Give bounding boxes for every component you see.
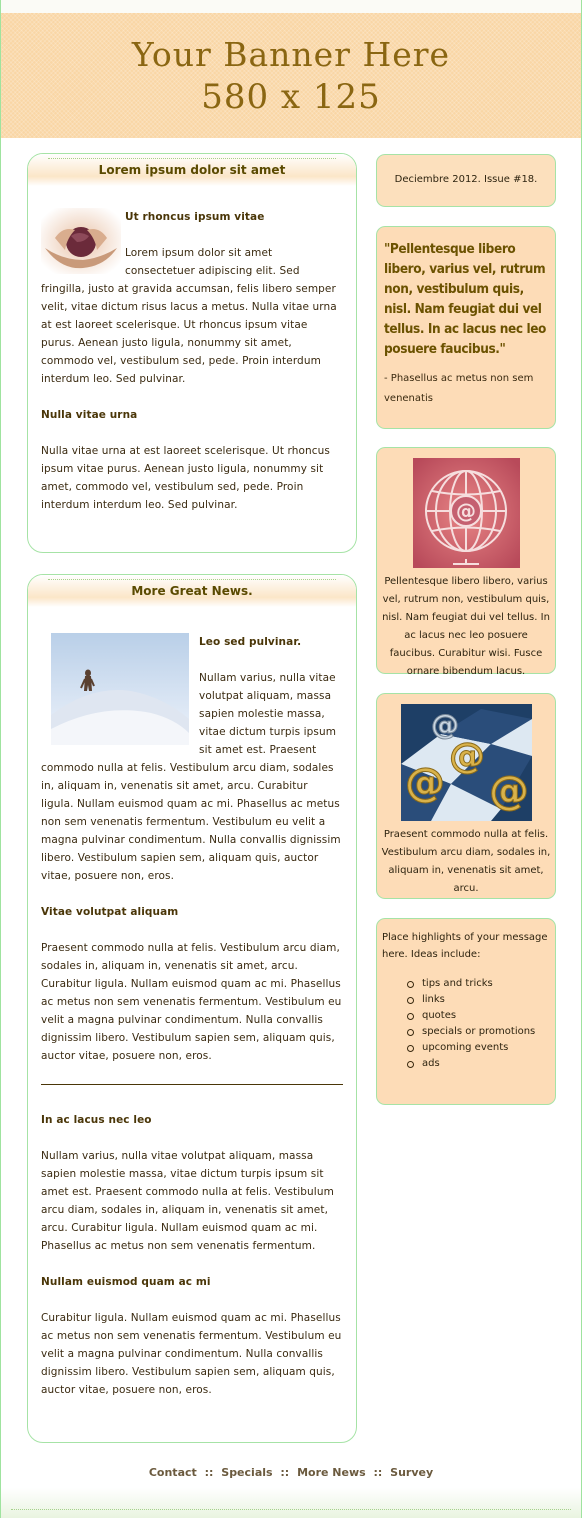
article-2-body	[28, 607, 356, 1399]
highlight-item: ads	[407, 1056, 555, 1072]
article-1-subheading: Ut rhoncus ipsum vitae	[125, 211, 265, 223]
footer-separator: ::	[280, 1466, 290, 1479]
highlights-intro: Place highlights of your message here. Ideas include:	[382, 932, 548, 960]
article-1-paragraph-2: Nulla vitae urna at est laoreet scelerisque. Ut rhoncus ipsum vitae purus. Aenean justo ligula, nonummy sit amet, commodo vel, vestibulum sed, pede. Proin interdum interdum leo. Sed pulvinar.	[41, 445, 330, 511]
svg-text:@: @	[430, 708, 459, 741]
svg-text:@: @	[448, 736, 485, 777]
article-1-subheading-2: Nulla vitae urna	[41, 409, 138, 421]
image-2-caption: Praesent commodo nulla at felis. Vestibulum arcu diam, sodales in, aliquam in, venenatis sit amet, arcu.	[381, 829, 551, 894]
banner-title: Your Banner Here	[131, 35, 451, 74]
chess-at-signs-icon	[401, 704, 532, 821]
issue-box	[376, 154, 556, 207]
article-2-subheading-3: In ac lacus nec leo	[41, 1114, 152, 1126]
footer-separator: ::	[373, 1466, 383, 1479]
svg-text:@: @	[455, 499, 476, 523]
globe-at-sign-icon	[413, 458, 520, 568]
quote-box	[376, 226, 556, 429]
article-2-subheading: Leo sed pulvinar.	[199, 636, 302, 648]
article-2-paragraph-2: Praesent commodo nulla at felis. Vestibulum arcu diam, sodales in, aliquam in, venenatis sit amet, arcu. Curabitur ligula. Nullam euismod quam ac mi. Phasellus ac metus non sem venenatis fermentum. Vestibulum eu velit a magna pulvinar condimentum. Nulla convallis dignissim libero. Vestibulum sapien sem, aliquam quis, auctor vitae, posuere non, eros.	[41, 942, 342, 1062]
footer-separator: ::	[204, 1466, 214, 1479]
article-card-2	[27, 574, 357, 1443]
highlight-item: links	[407, 992, 555, 1008]
highlight-item: quotes	[407, 1008, 555, 1024]
highlight-item: tips and tricks	[407, 976, 555, 992]
footer-link-more-news[interactable]: More News	[297, 1466, 366, 1479]
footer-strip	[1, 1488, 581, 1518]
svg-text:@: @	[404, 760, 445, 806]
article-2-paragraph-3: Nullam varius, nulla vitae volutpat aliquam, massa sapien molestie massa, vitae dictum turpis ipsum sit amet est. Praesent commodo nulla at felis. Vestibulum arcu diam, sodales in, aliquam in, venenatis sit amet, arcu. Curabitur ligula. Nullam euismod quam ac mi. Phasellus ac metus non sem venenatis fermentum.	[41, 1150, 334, 1252]
top-strip	[1, 0, 581, 13]
article-2-heading: More Great News.	[28, 575, 356, 607]
highlight-item: specials or promotions	[407, 1024, 555, 1040]
image-1-caption: Pellentesque libero libero, varius vel, rutrum non, vestibulum quis, nisl. Nam feugiat dui vel tellus. In ac lacus nec leo posuere faucibus. Curabitur wisi. Fusce ornare bibendum lacus.	[382, 576, 550, 677]
issue-date: Deciembre 2012. Issue #18.	[394, 174, 538, 185]
highlight-item: upcoming events	[407, 1040, 555, 1056]
article-1-body	[28, 186, 356, 514]
quote-attribution: - Phasellus ac metus non sem venenatis	[384, 373, 534, 404]
article-card-1	[27, 153, 357, 553]
article-2-subheading-4: Nullam euismod quam ac mi	[41, 1276, 211, 1288]
pull-quote: "Pellentesque libero libero, varius vel, rutrum non, vestibulum quis, nisl. Nam feugiat dui vel tellus. In ac lacus nec leo posuere faucibus."	[384, 241, 547, 357]
man-on-sand-dune-image	[51, 633, 189, 751]
banner-size: 580 x 125	[201, 77, 381, 117]
footer-nav	[1, 1466, 581, 1479]
article-1-heading: Lorem ipsum dolor sit amet	[28, 154, 356, 186]
image-box-1	[376, 447, 556, 677]
article-1-paragraph-1: Lorem ipsum dolor sit amet consectetuer adipiscing elit. Sed fringilla, justo at gravida accumsan, felis libero semper velit, vitae dictum risus lacus a metus. Nulla vitae urna at est laoreet scelerisque. Ut rhoncus ipsum vitae purus. Aenean justo ligula, nonummy sit amet, commodo vel, vestibulum sed, pede. Proin interdum interdum leo. Sed pulvinar.	[41, 247, 337, 385]
image-box-2	[376, 693, 556, 899]
svg-text:@: @	[488, 768, 529, 814]
article-2-subheading-2: Vitae volutpat aliquam	[41, 906, 179, 918]
footer-link-survey[interactable]: Survey	[390, 1466, 434, 1479]
hands-holding-globe-image	[41, 208, 121, 280]
highlights-box	[376, 918, 556, 1105]
highlights-list	[377, 963, 555, 1072]
banner	[1, 13, 581, 138]
footer-link-contact[interactable]: Contact	[148, 1466, 197, 1479]
article-2-paragraph-4: Curabitur ligula. Nullam euismod quam ac mi. Phasellus ac metus non sem venenatis fermentum. Vestibulum eu velit a magna pulvinar condimentum. Nulla convallis dignissim libero. Vestibulum sapien sem, aliquam quis, auctor vitae, posuere non, eros.	[41, 1312, 342, 1396]
article-2-paragraph-1: Nullam varius, nulla vitae volutpat aliquam, massa sapien molestie massa, vitae dictum turpis ipsum sit amet est. Praesent commodo nulla at felis. Vestibulum arcu diam, sodales in, aliquam in, venenatis sit amet, arcu. Curabitur ligula. Nullam euismod quam ac mi. Phasellus ac metus non sem venenatis fermentum. Vestibulum eu velit a magna pulvinar condimentum. Nulla convallis dignissim libero. Vestibulum sapien sem, aliquam quis, auctor vitae, posuere non, eros.	[41, 672, 341, 882]
footer-link-specials[interactable]: Specials	[221, 1466, 273, 1479]
